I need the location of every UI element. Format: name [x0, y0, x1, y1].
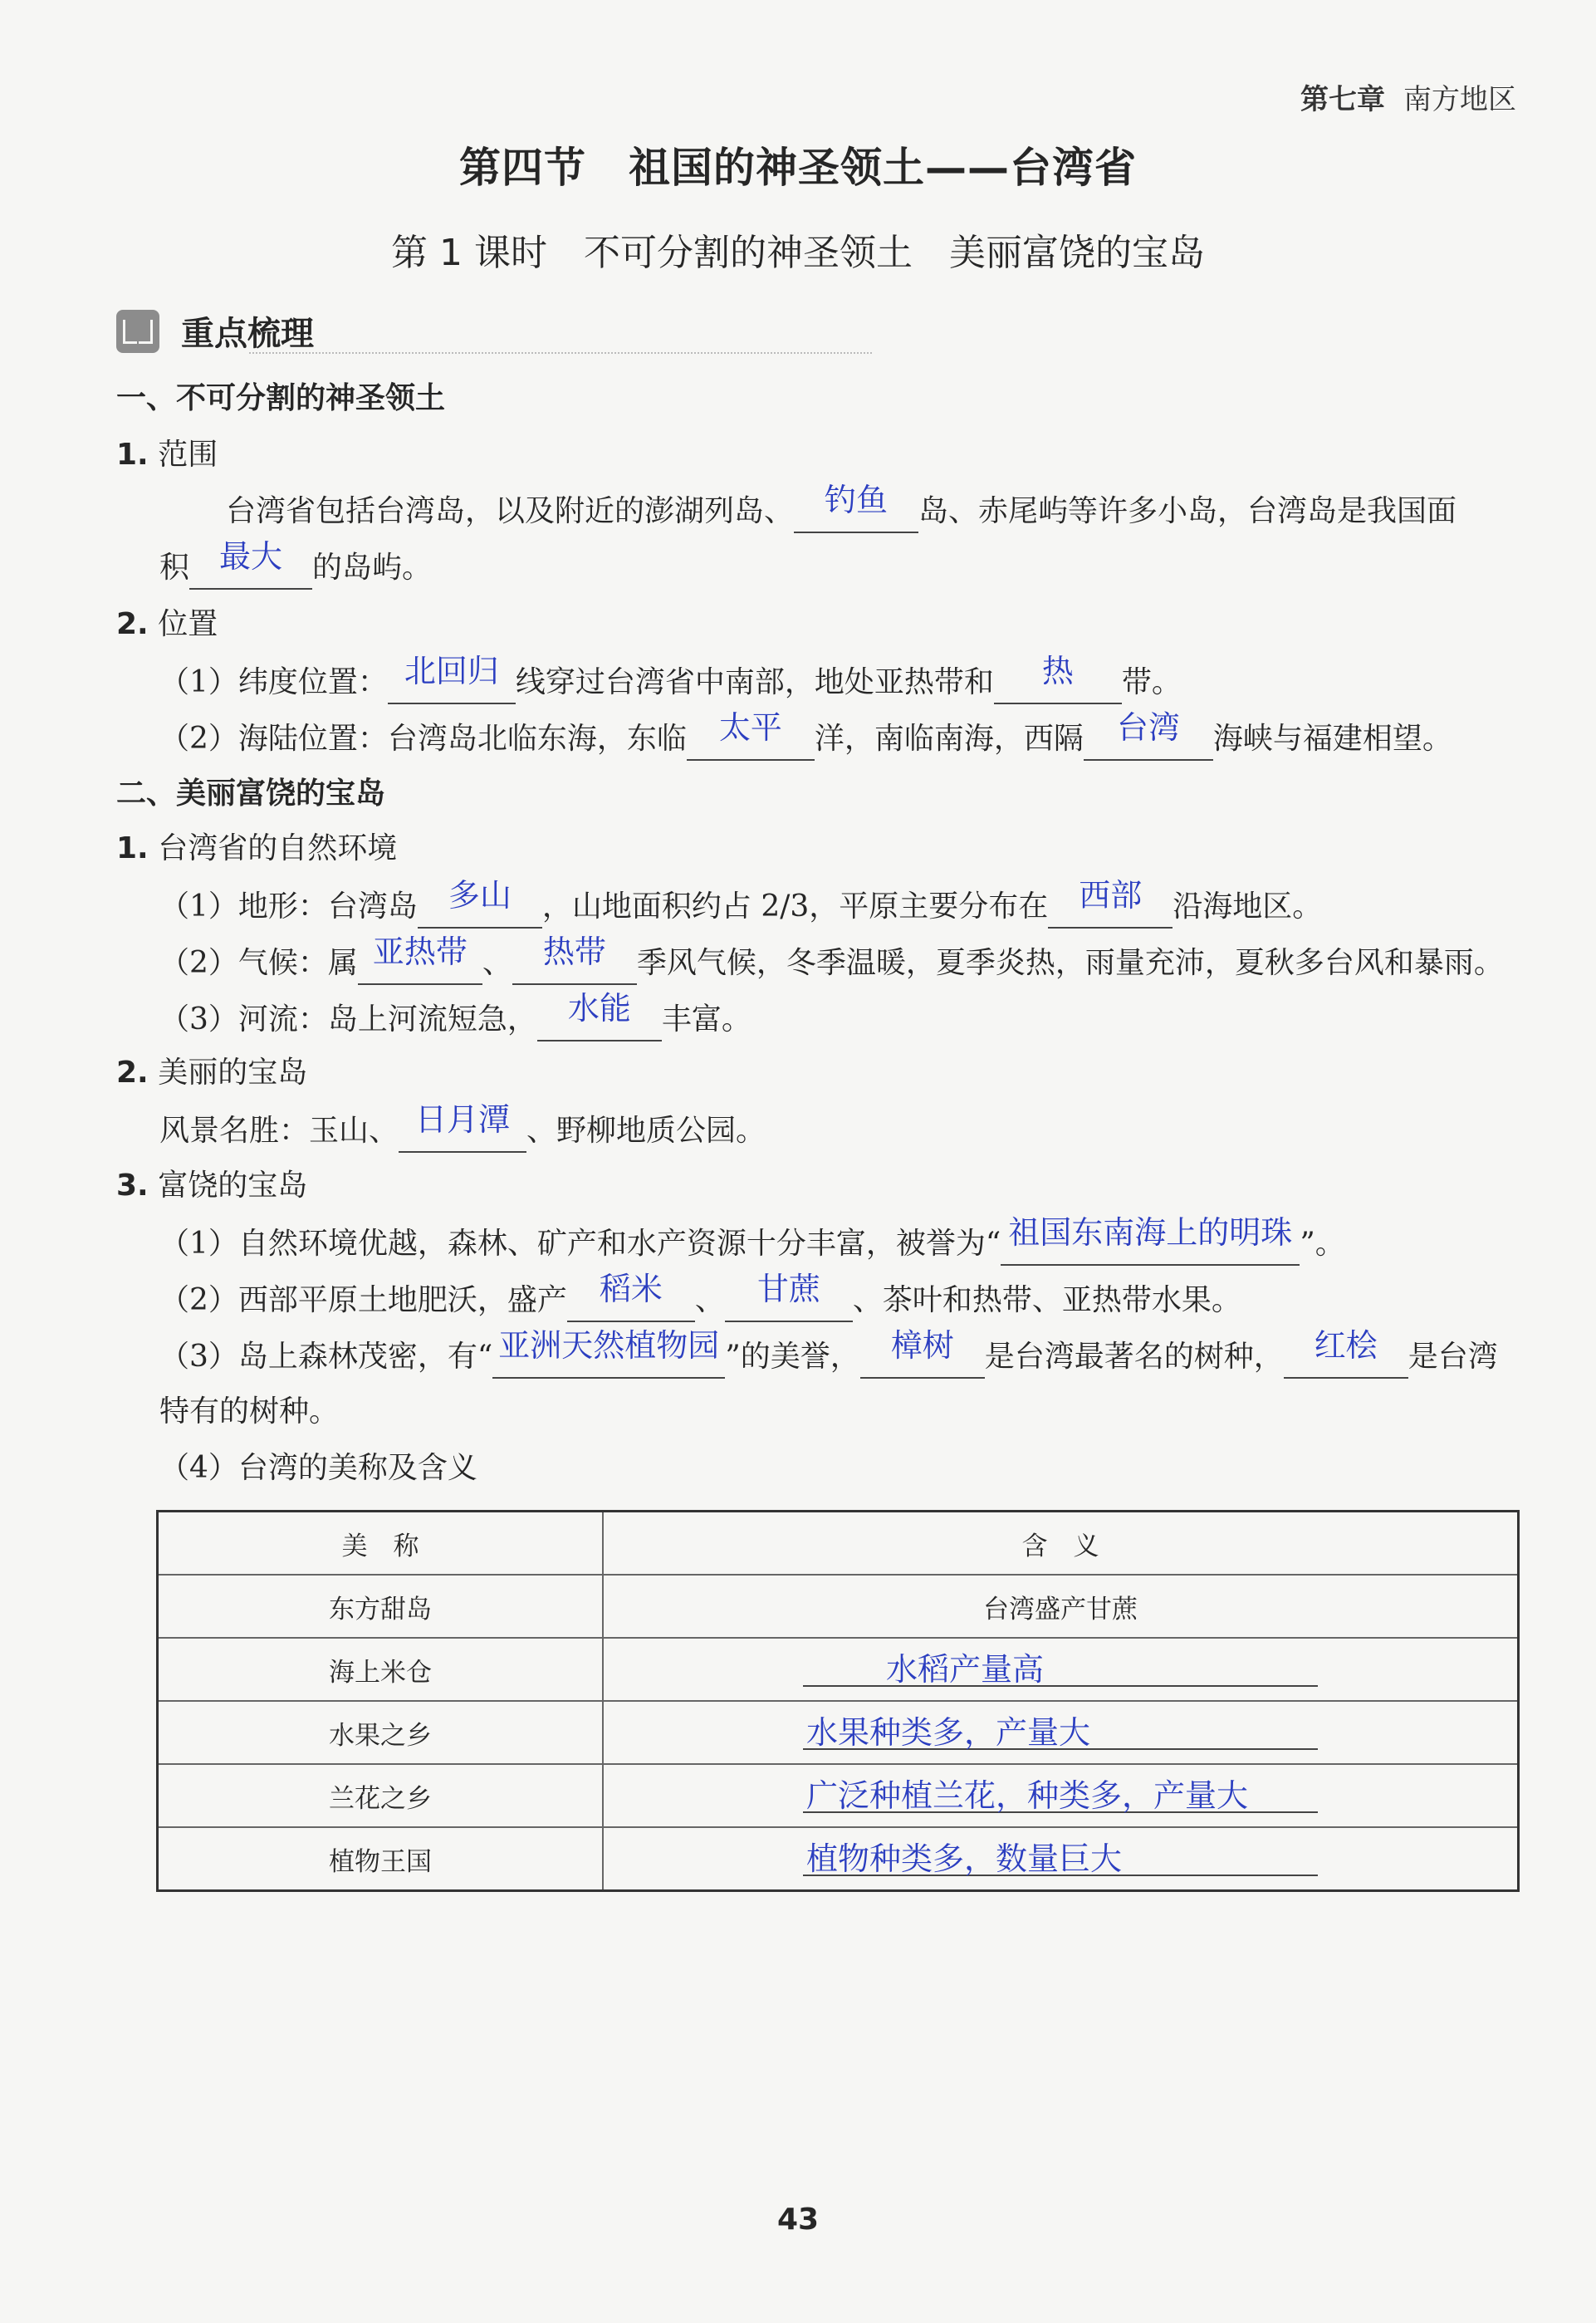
text: 季风气候，冬季温暖，夏季炎热，雨量充沛，夏秋多台风和暴雨。 [636, 946, 1504, 980]
answer-text: 日月潭 [415, 1101, 511, 1138]
item-number: 3. [116, 1169, 149, 1203]
climate-line [159, 934, 1504, 985]
scenery-line [159, 1101, 766, 1153]
answer-blank [492, 1327, 725, 1379]
item-label: 范围 [158, 438, 218, 472]
answer-blank [803, 1652, 1318, 1687]
chapter-label: 第七章 [1300, 83, 1385, 116]
answer-text: 北回归 [404, 653, 499, 689]
chapter-header [1300, 76, 1516, 117]
cell-name: 东方甜岛 [158, 1575, 604, 1638]
terrain-line [159, 877, 1323, 929]
rich-line3-cont: 特有的树种。 [159, 1394, 340, 1429]
text: （2）西部平原土地肥沃，盛产 [159, 1283, 567, 1317]
book-icon [116, 310, 159, 353]
answer-blank [512, 934, 637, 985]
answer-text: 红桧 [1314, 1327, 1378, 1364]
item-label: 位置 [158, 607, 218, 641]
item-number: 1. [116, 831, 149, 865]
answer-blank [725, 1271, 853, 1322]
item-label: 美丽的宝岛 [158, 1056, 308, 1090]
answer-text: 亚热带 [372, 934, 468, 970]
text: ”。 [1300, 1227, 1345, 1261]
text: 、茶叶和热带、亚热带水果。 [852, 1283, 1241, 1317]
table-row [158, 1827, 1519, 1891]
nicknames-table [156, 1510, 1520, 1892]
answer-blank [388, 653, 516, 704]
answer-text: 水稻产量高 [886, 1651, 1045, 1688]
answer-blank [358, 934, 482, 985]
text: （2）气候：属 [159, 946, 358, 980]
text: （3）岛上森林茂密，有“ [159, 1340, 493, 1374]
text: 是台湾 [1408, 1340, 1498, 1374]
cell-name: 水果之乡 [158, 1701, 604, 1764]
item-beautiful [116, 1053, 307, 1093]
item-natural-env [116, 829, 397, 869]
rich-line2 [159, 1271, 1241, 1322]
range-text-line2 [159, 538, 433, 590]
text: 线穿过台湾省中南部，地处亚热带和 [515, 665, 994, 699]
item-range [116, 435, 218, 475]
item-number: 1. [116, 438, 149, 472]
cell-meaning [603, 1827, 1519, 1891]
latitude-line [159, 653, 1182, 704]
text: 带。 [1121, 665, 1182, 699]
cell-meaning: 台湾盛产甘蔗 [603, 1575, 1519, 1638]
cell-meaning [603, 1638, 1519, 1701]
answer-blank [1048, 877, 1173, 929]
text: （2）海陆位置：台湾岛北临东海，东临 [159, 722, 687, 756]
text: （1）地形：台湾岛 [159, 890, 418, 924]
answer-blank [1284, 1327, 1408, 1379]
text: 积 [159, 551, 190, 585]
answer-blank [803, 1778, 1318, 1813]
rich-line3 [159, 1327, 1498, 1379]
section-header [116, 307, 314, 355]
rich-line1 [159, 1214, 1345, 1266]
answer-text: 水果种类多，产量大 [806, 1714, 1091, 1751]
section-divider [249, 352, 872, 354]
answer-text: 亚洲天然植物园 [498, 1327, 720, 1364]
part2-heading: 二、美丽富饶的宝岛 [116, 777, 386, 811]
text: 、 [694, 1283, 725, 1317]
item-number: 2. [116, 607, 149, 641]
item-label: 台湾省的自然环境 [158, 831, 398, 865]
answer-blank [803, 1841, 1318, 1876]
header-name: 美 称 [158, 1512, 604, 1576]
table-header-row [158, 1512, 1519, 1576]
text: 丰富。 [661, 1002, 751, 1037]
cell-name: 海上米仓 [158, 1638, 604, 1701]
answer-text: 多山 [448, 877, 512, 914]
answer-blank [1001, 1214, 1300, 1266]
answer-blank [994, 653, 1122, 704]
lesson-subtitle: 第 1 课时 不可分割的神圣领土 美丽富饶的宝岛 [391, 232, 1205, 274]
text: ”的美誉， [725, 1340, 860, 1374]
cell-name: 兰花之乡 [158, 1764, 604, 1827]
answer-text: 太平 [718, 709, 782, 746]
text: 沿海地区。 [1173, 890, 1323, 924]
region-label: 南方地区 [1403, 83, 1516, 116]
answer-text: 稻米 [599, 1271, 663, 1307]
table-row [158, 1701, 1519, 1764]
answer-blank [399, 1101, 526, 1153]
text: 洋，南临南海，西隔 [814, 722, 1084, 756]
text: （1）自然环境优越，森林、矿产和水产资源十分丰富，被誉为“ [159, 1227, 1001, 1261]
item-label: 富饶的宝岛 [158, 1169, 308, 1203]
answer-blank [803, 1715, 1318, 1750]
answer-text: 广泛种植兰花，种类多，产量大 [806, 1777, 1249, 1814]
text: （1）纬度位置： [159, 665, 388, 699]
text: 、 [482, 946, 512, 980]
text: （3）河流：岛上河流短急， [159, 1002, 537, 1037]
answer-text: 最大 [219, 538, 283, 575]
answer-blank [860, 1327, 985, 1379]
cell-name: 植物王国 [158, 1827, 604, 1891]
answer-text: 水能 [567, 990, 631, 1027]
cell-meaning [603, 1701, 1519, 1764]
text: 海峡与福建相望。 [1212, 722, 1452, 756]
river-line [159, 990, 751, 1041]
text: 的岛屿。 [312, 551, 433, 585]
page-number: 43 [776, 2203, 820, 2237]
text: 岛、赤尾屿等许多小岛，台湾岛是我国面 [918, 494, 1457, 528]
table-row [158, 1764, 1519, 1827]
answer-blank [567, 1271, 695, 1322]
range-text-line1 [226, 482, 1457, 533]
answer-text: 祖国东南海上的明珠 [1008, 1214, 1293, 1251]
answer-text: 钓鱼 [825, 482, 889, 518]
answer-text: 甘蔗 [756, 1271, 820, 1307]
answer-text: 西部 [1079, 877, 1143, 914]
table-row [158, 1638, 1519, 1701]
answer-blank [537, 990, 662, 1041]
answer-text: 热 [1041, 653, 1074, 689]
text: ，山地面积约占 2/3，平原主要分布在 [541, 890, 1049, 924]
text: 风景名胜：玉山、 [159, 1114, 399, 1148]
answer-text: 樟树 [890, 1327, 954, 1364]
text: 是台湾最著名的树种， [984, 1340, 1284, 1374]
section-title: 重点梳理 [181, 315, 314, 353]
part1-heading: 一、不可分割的神圣领土 [116, 381, 446, 415]
item-position [116, 605, 218, 644]
text: 、野柳地质公园。 [526, 1114, 766, 1148]
table-row [158, 1575, 1519, 1638]
answer-blank [189, 538, 312, 590]
answer-blank [1084, 709, 1213, 761]
item-rich [116, 1166, 307, 1206]
text: 台湾省包括台湾岛，以及附近的澎湖列岛、 [226, 494, 795, 528]
answer-blank [418, 877, 542, 929]
header-meaning: 含 义 [603, 1512, 1519, 1576]
item-number: 2. [116, 1056, 149, 1090]
page-title: 第四节 祖国的神圣领土——台湾省 [459, 144, 1137, 192]
answer-blank [794, 482, 918, 533]
answer-text: 台湾 [1116, 709, 1180, 746]
cell-meaning [603, 1764, 1519, 1827]
answer-blank [687, 709, 815, 761]
sea-land-line [159, 709, 1452, 761]
answer-text: 植物种类多，数量巨大 [806, 1840, 1123, 1877]
rich-line4: （4）台湾的美称及含义 [159, 1451, 477, 1485]
answer-text: 热带 [542, 934, 606, 970]
